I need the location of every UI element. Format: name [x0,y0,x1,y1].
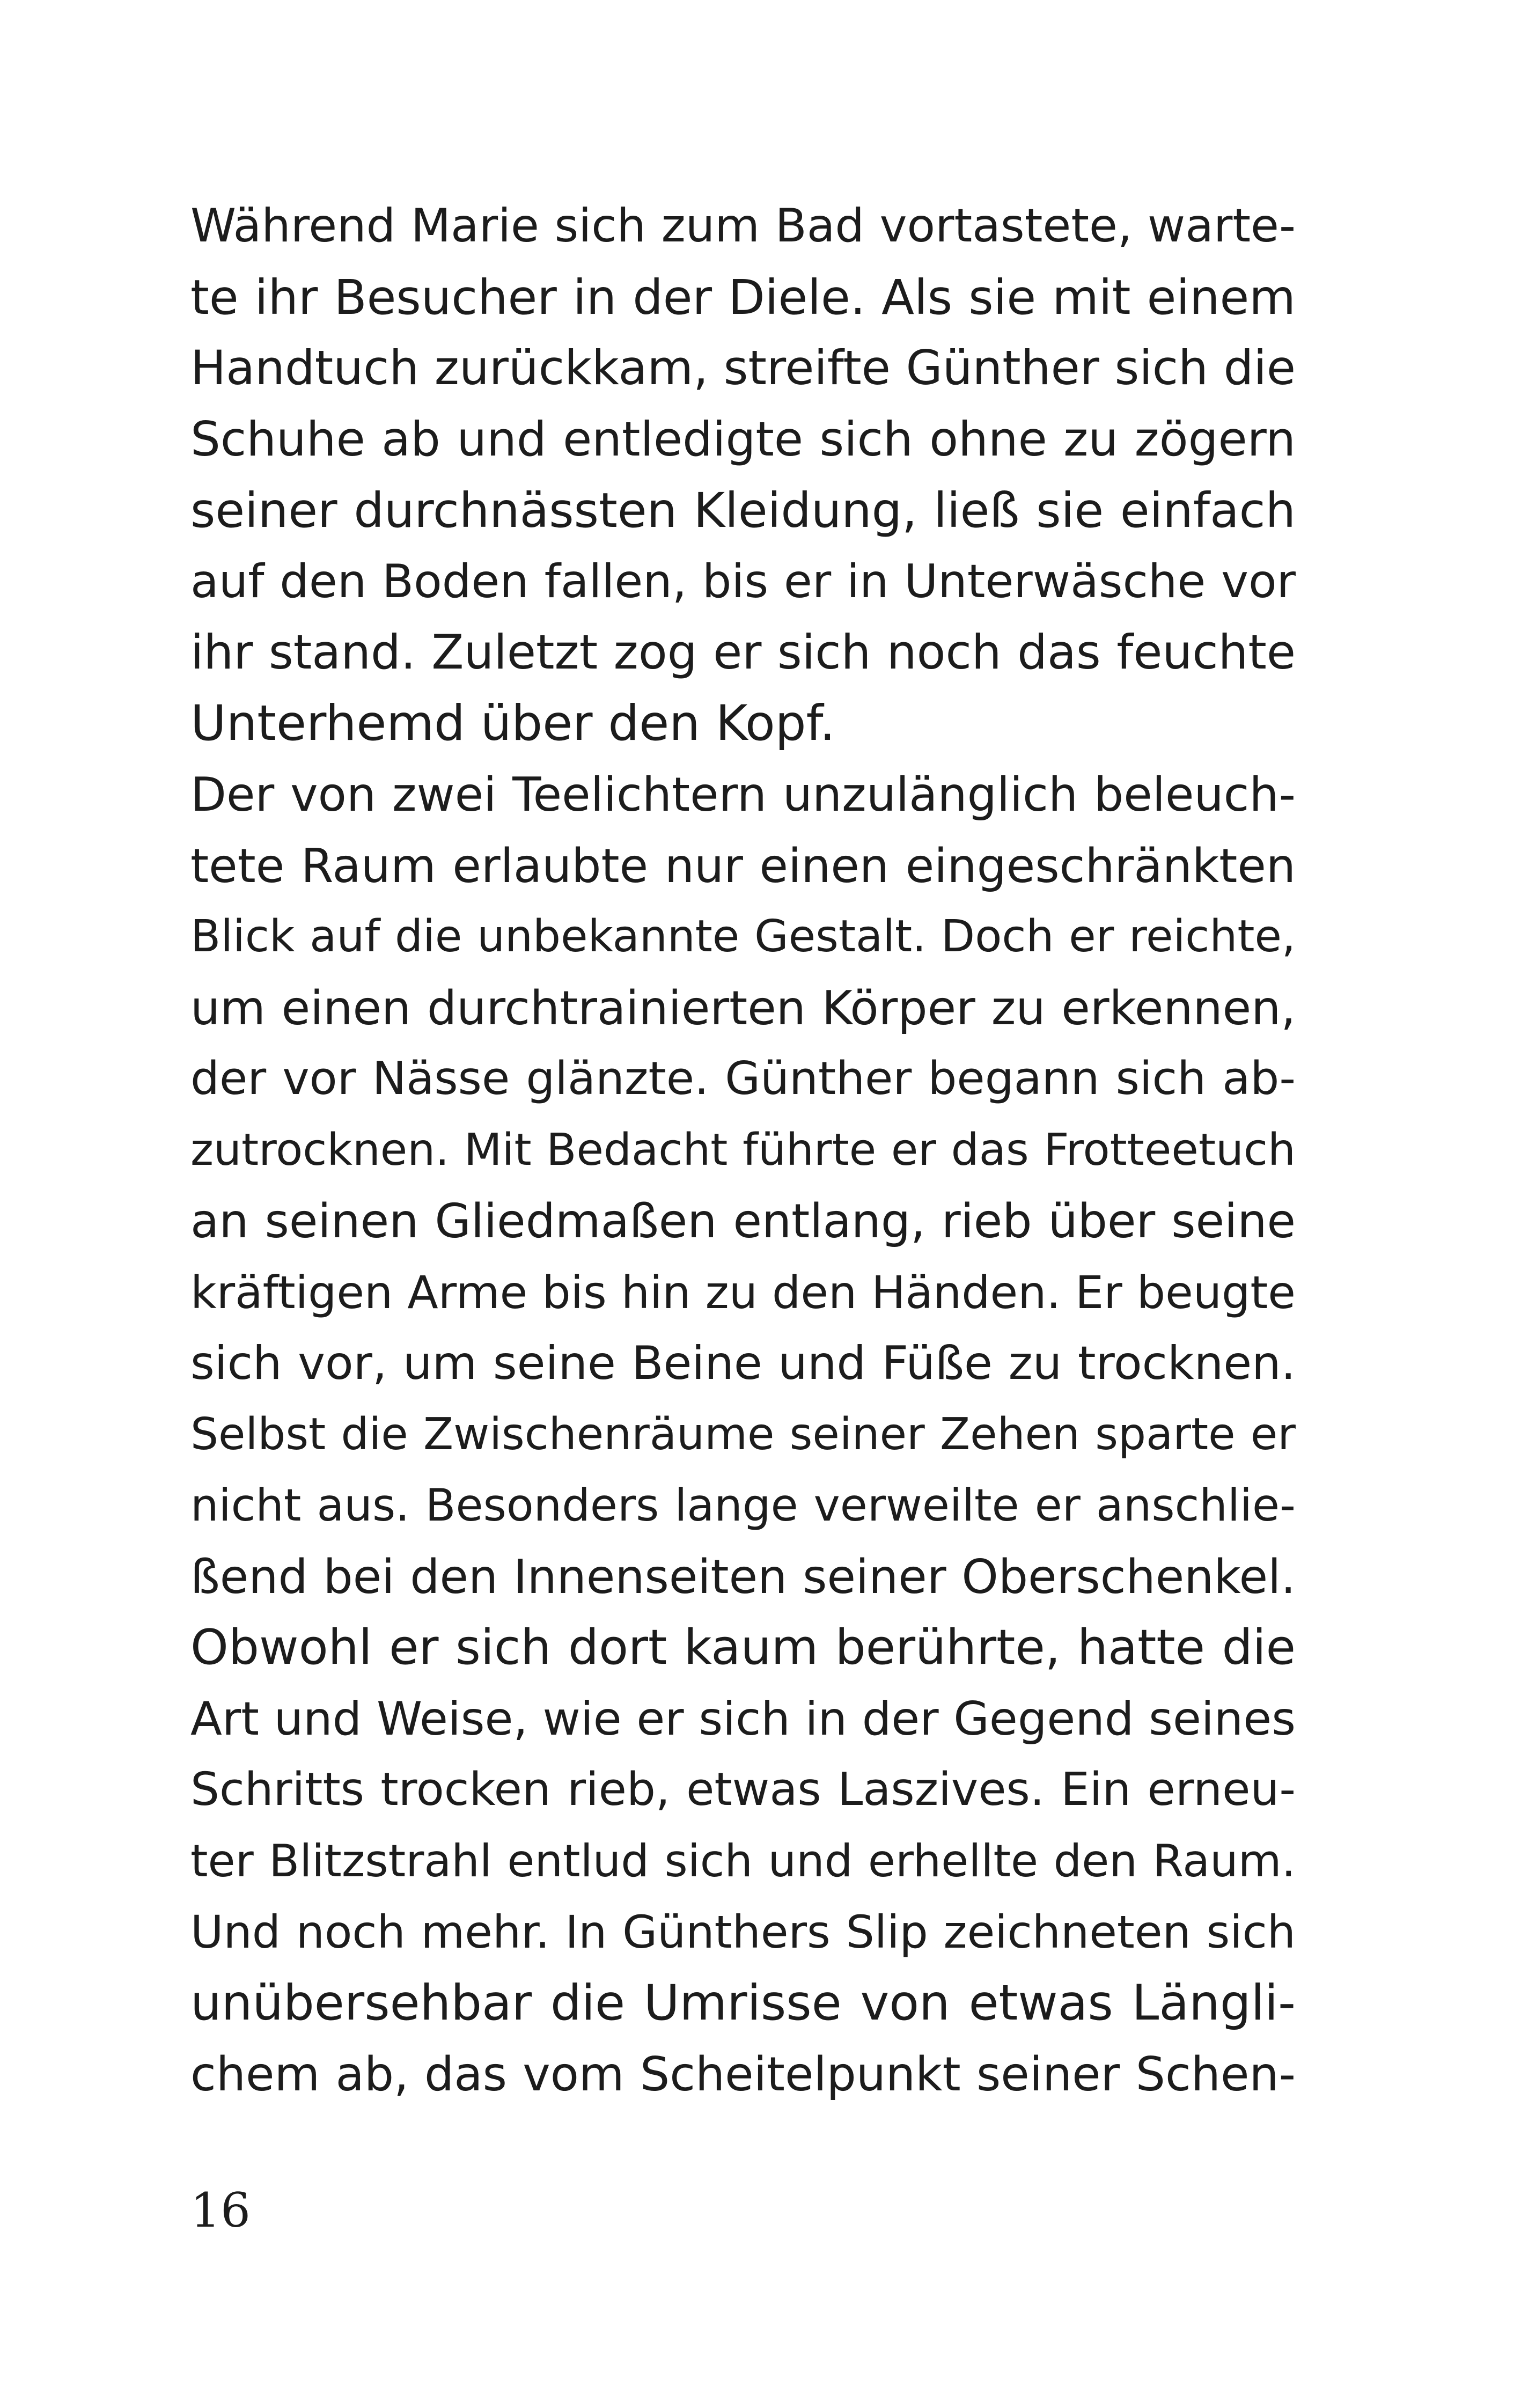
text-line: auf den Boden fallen, bis er in Unterwäsche vor [190,554,1296,608]
text-line: chem ab, das vom Scheitelpunkt seiner Schen- [190,2047,1296,2102]
text-line: nicht aus. Besonders lange verweilte er anschlie- [190,1479,1296,1531]
text-line: unübersehbar die Umrisse von etwas Längli- [190,1974,1296,2031]
text-line: kräftigen Arme bis hin zu den Händen. Er beugte [190,1266,1296,1319]
text-line: Handtuch zurückkam, streifte Günther sich die [190,340,1296,395]
text-line: Unterhemd über den Kopf. [190,695,835,752]
text-line: seiner durchnässten Kleidung, ließ sie einfach [190,482,1296,538]
text-line: um einen durchtrainierten Körper zu erkennen, [190,980,1296,1036]
text-line: ter Blitzstrahl entlud sich und erhellte den Raum. [190,1834,1296,1887]
text-line: an seinen Gliedmaßen entlang, rieb über seine [190,1194,1296,1249]
text-line: te ihr Besucher in der Diele. Als sie mit einem [190,269,1296,325]
text-line: der vor Nässe glänzte. Günther begann sich ab- [190,1052,1296,1105]
text-line: ihr stand. Zuletzt zog er sich noch das feuchte [190,625,1296,680]
text-line: Schritts trocken rieb, etwas Laszives. Ein erneu- [190,1763,1296,1816]
text-line: Der von zwei Teelichtern unzulänglich beleuch- [190,767,1296,822]
text-line: Selbst die Zwischenräume seiner Zehen sparte er [190,1408,1296,1460]
text-line: Schuhe ab und entledigte sich ohne zu zögern [190,411,1296,467]
text-line: tete Raum erlaubte nur einen eingeschränkten [190,838,1296,893]
page-number: 16 [190,2183,251,2238]
text-line: Obwohl er sich dort kaum berührte, hatte die [190,1619,1296,1676]
text-line: Art und Weise, wie er sich in der Gegend seines [190,1692,1296,1746]
body-text [190,190,1296,2110]
text-line: Blick auf die unbekannte Gestalt. Doch er reichte, [190,911,1296,962]
text-line: Und noch mehr. In Günthers Slip zeichneten sich [190,1906,1296,1958]
text-line: Während Marie sich zum Bad vortastete, warte- [190,199,1296,253]
text-line: sich vor, um seine Beine und Füße zu trocknen. [190,1337,1296,1390]
text-line: ßend bei den Innenseiten seiner Oberschenkel. [190,1549,1296,1604]
text-line: zutrocknen. Mit Bedacht führte er das Frotteetuch [190,1124,1296,1176]
